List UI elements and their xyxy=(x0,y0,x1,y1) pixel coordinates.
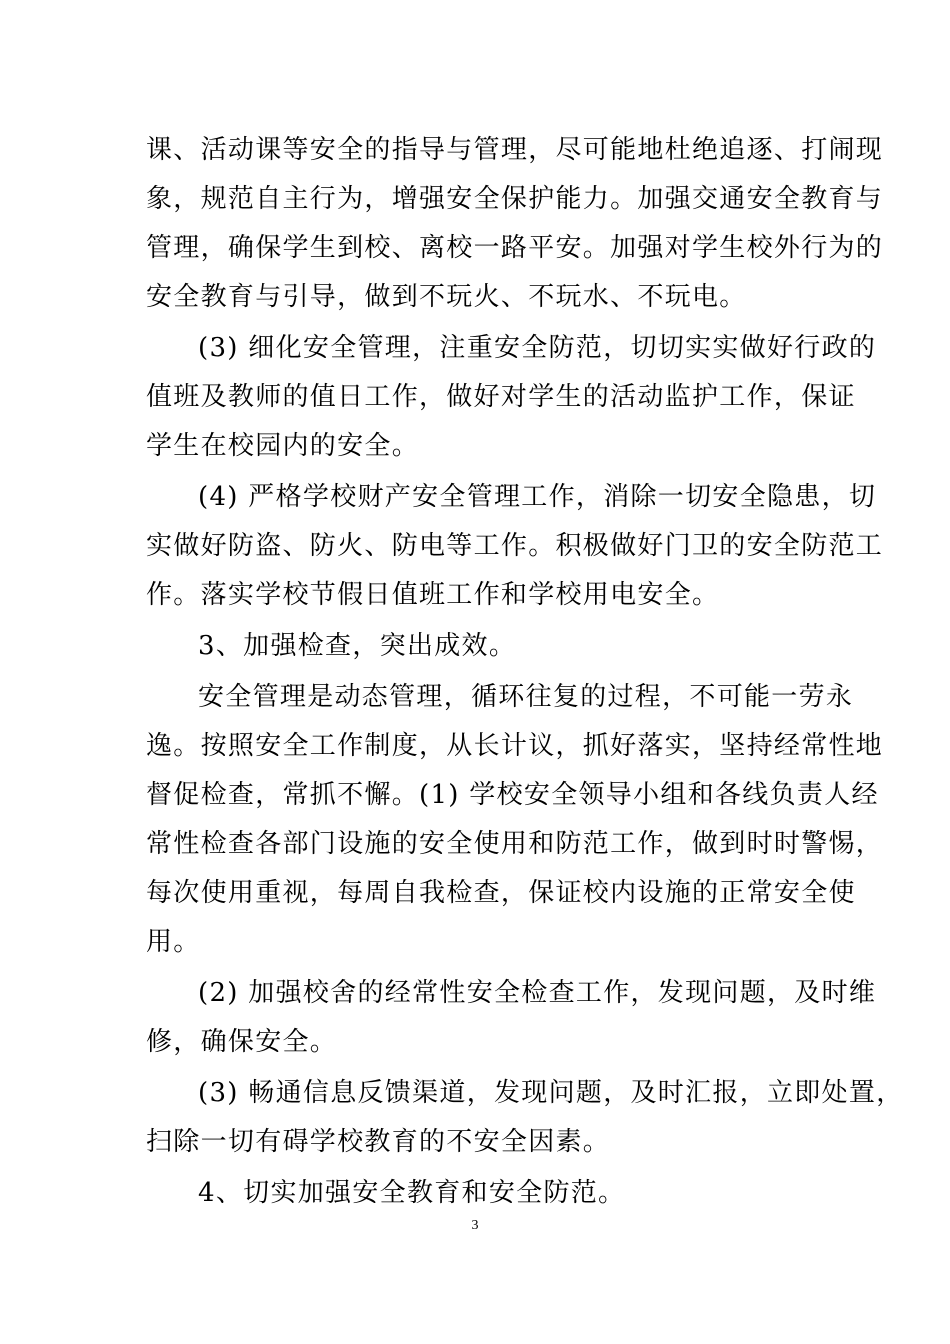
text-line: (4) 严格学校财产安全管理工作，消除一切安全隐患，切 xyxy=(198,482,877,512)
text-line: 安全教育与引导，做到不玩火、不玩水、不玩电。 xyxy=(146,282,747,312)
text-line: 象，规范自主行为，增强安全保护能力。加强交通安全教育与 xyxy=(146,184,884,214)
text-line: 值班及教师的值日工作，做好对学生的活动监护工作，保证 xyxy=(146,382,856,412)
text-line: 修，确保安全。 xyxy=(146,1027,338,1057)
text-line: 管理，确保学生到校、离校一路平安。加强对学生校外行为的 xyxy=(146,233,884,263)
text-line: (3) 细化安全管理，注重安全防范，切切实实做好行政的 xyxy=(198,333,877,363)
text-line: 常性检查各部门设施的安全使用和防范工作，做到时时警惕， xyxy=(146,829,884,859)
text-line: 学生在校园内的安全。 xyxy=(146,431,420,461)
text-line: 扫除一切有碍学校教育的不安全因素。 xyxy=(146,1127,611,1157)
text-line: 作。落实学校节假日值班工作和学校用电安全。 xyxy=(146,580,720,610)
text-line: 3、加强检查，突出成效。 xyxy=(198,631,517,661)
text-line: 用。 xyxy=(146,927,201,957)
text-line: (2) 加强校舍的经常性安全检查工作，发现问题，及时维 xyxy=(198,978,877,1008)
text-line: 安全管理是动态管理，循环往复的过程，不可能一劳永 xyxy=(198,682,854,712)
text-line: 4、切实加强安全教育和安全防范。 xyxy=(198,1178,626,1208)
text-line: (3) 畅通信息反馈渠道，发现问题，及时汇报，立即处置， xyxy=(198,1078,904,1108)
text-line: 实做好防盗、防火、防电等工作。积极做好门卫的安全防范工 xyxy=(146,531,884,561)
text-line: 课、活动课等安全的指导与管理，尽可能地杜绝追逐、打闹现 xyxy=(146,135,884,165)
page-number: 3 xyxy=(471,1218,479,1233)
text-line: 督促检查，常抓不懈。(1) 学校安全领导小组和各线负责人经 xyxy=(146,780,879,810)
text-line: 逸。按照安全工作制度，从长计议，抓好落实，坚持经常性地 xyxy=(146,731,884,761)
text-line: 每次使用重视，每周自我检查，保证校内设施的正常安全使 xyxy=(146,878,856,908)
